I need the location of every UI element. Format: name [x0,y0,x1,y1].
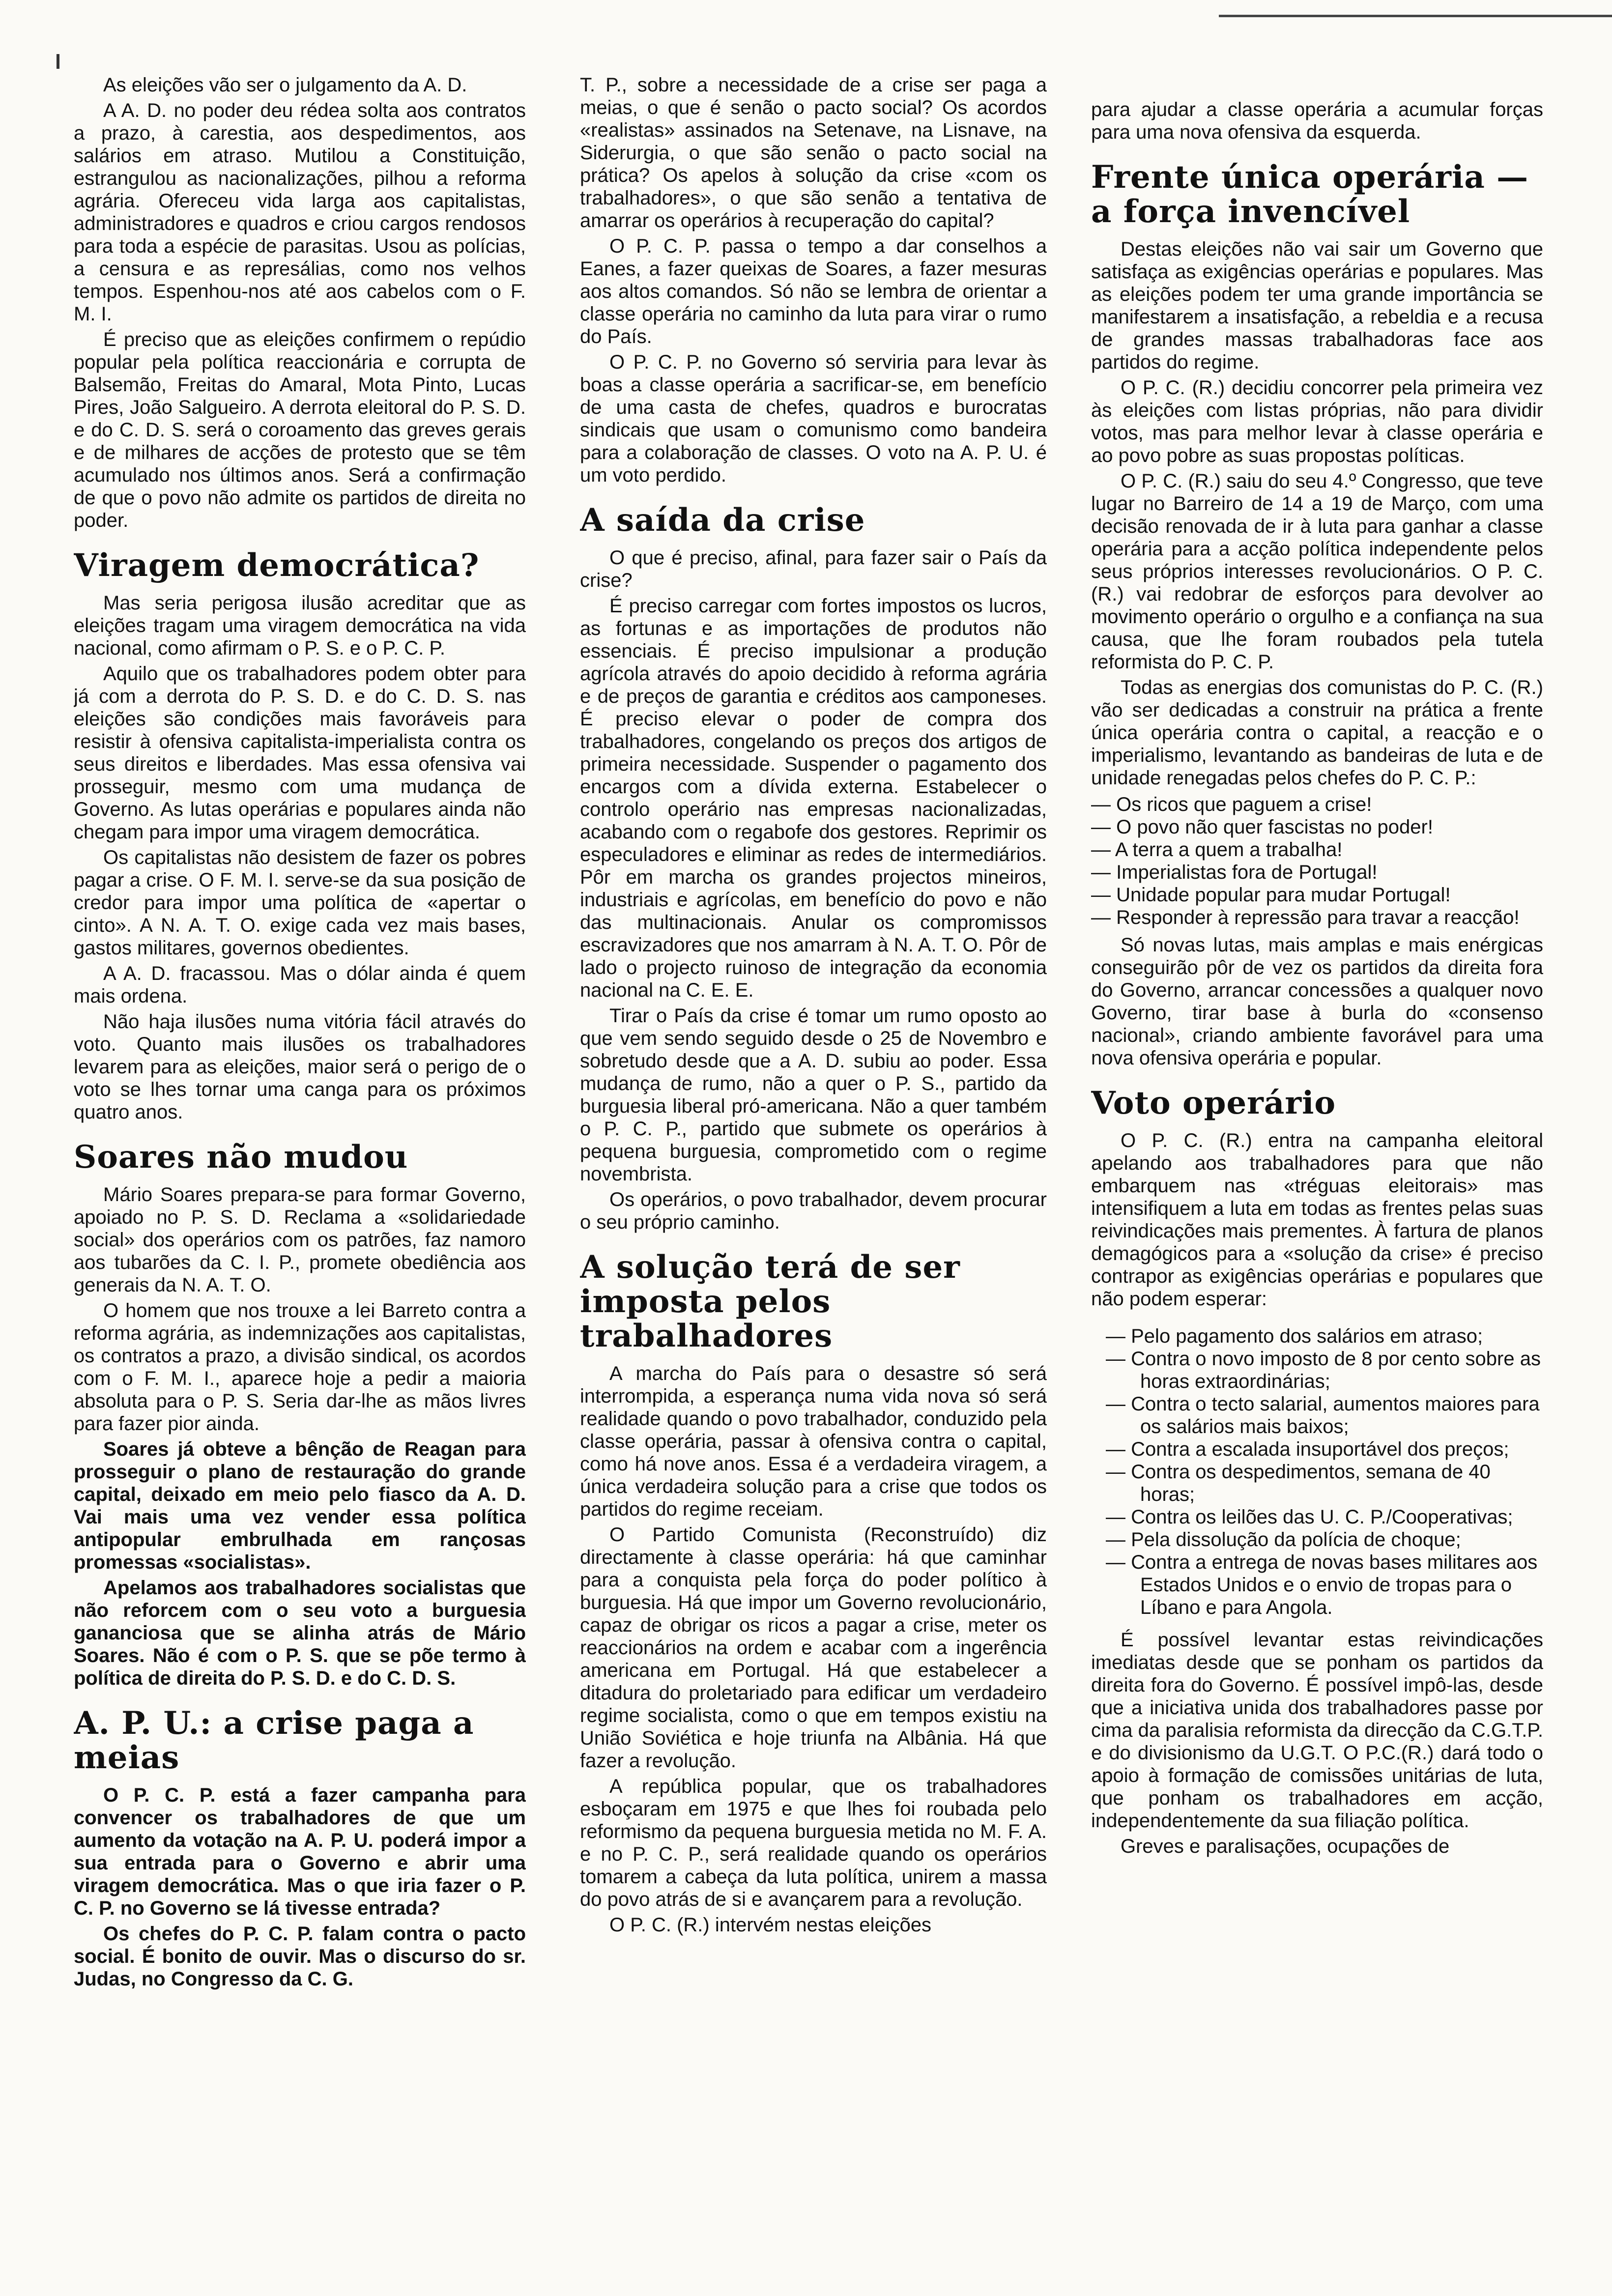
paragraph: Tirar o País da crise é tomar um rumo oposto ao que vem sendo seguido desde o 25 de Novembro e sobretudo desde que a A. D. subiu ao poder. Essa mudança de rumo, não a quer o P. S., partido da burguesia liberal pró-americana. Não a quer também o P. C. P., partido que submete os operários à pequena burguesia, comprometido com o regime novembrista. [580,1005,1047,1185]
headline-apu: A. P. U.: a crise paga a meias [74,1705,474,1776]
headline-voto: Voto operário [1091,1085,1336,1121]
paragraph: O P. C. (R.) intervém nestas eleições [609,1914,932,1936]
list-item: — Responder à repressão para travar a reacção! [1091,906,1543,929]
paragraph: Todas as energias dos comunistas do P. C. (R.) vão ser dedicadas a construir na prática a frente única operária contra o capital, a reacção e o imperialismo, levantando as bandeiras de luta e de unidade renegadas pelos chefes do P. C. P.: [1091,677,1543,789]
demand-list [1091,1325,1543,1619]
list-item: — Contra a entrega de novas bases militares aos Estados Unidos e o envio de tropas para o Líbano e para Angola. [1106,1551,1543,1619]
column-3 [1091,98,1543,2276]
paragraph: T. P., sobre a necessidade de a crise ser paga a meias, o que é senão o pacto social? Os acordos «realistas» assinados na Setenave, na Lisnave, na Siderurgia, o que são senão o pacto social na prática? Os apelos à solução da crise «com os trabalhadores», o que são senão a tentativa de amarrar os operários à recuperação do capital? [580,74,1047,231]
column-1 [74,74,526,2276]
paragraph: Mário Soares prepara-se para formar Governo, apoiado no P. S. D. Reclama a «solidariedade social» dos operários com os patrões, faz namoro aos tubarões da C. I. P., promete obediência aos generais da N. A. T. O. [74,1184,526,1296]
headline-solucao: A solução terá de ser imposta pelos trabalhadores [580,1249,960,1354]
paragraph: O P. C. P. no Governo só serviria para levar às boas a classe operária a sacrificar-se, em benefício de uma casta de chefes, quadros e burocratas sindicais que usam o comunismo como bandeira para a colaboração de classes. O voto na A. P. U. é um voto perdido. [580,351,1047,486]
paragraph: Apelamos aos trabalhadores socialistas que não reforcem com o seu voto a burguesia gananciosa que se alinha atrás de Mário Soares. Não é com o P. S. que se põe termo à política de direita do P. S. D. e do C. D. S. [74,1577,526,1689]
list-item: — O povo não quer fascistas no poder! [1091,816,1543,838]
paragraph: O P. C. P. está a fazer campanha para convencer os trabalhadores de que um aumento da votação na A. P. U. poderá impor a sua entrada para o Governo e abrir uma viragem democrática. Mas o que iria fazer o P. C. P. no Governo se lá tivesse entrada? [74,1784,526,1919]
paragraph: para ajudar a classe operária a acumular forças para uma nova ofensiva da esquerda. [1091,99,1543,143]
list-item: — Contra os leilões das U. C. P./Cooperativas; [1106,1506,1543,1528]
list-item: — Pelo pagamento dos salários em atraso; [1106,1325,1543,1348]
paragraph: A república popular, que os trabalhadores esboçaram em 1975 e que lhes foi roubada pelo reformismo da pequena burguesia metida no M. F. A. e no P. C. P., será realidade quando os operários tomarem a cabeça da luta política, unirem a massa do povo atrás de si e avançarem para a revolução. [580,1776,1047,1910]
paragraph: Aquilo que os trabalhadores podem obter para já com a derrota do P. S. D. e do C. D. S. nas eleições são condições mais favoráveis para resistir à ofensiva capitalista-imperialista contra os seus direitos e liberdades. Mas essa ofensiva vai prosseguir, mesmo com uma mudança de Governo. As lutas operárias e populares ainda não chegam para impor uma viragem democrática. [74,663,526,843]
column-2 [580,74,1047,2276]
paragraph: O homem que nos trouxe a lei Barreto contra a reforma agrária, as indemnizações aos capitalistas, os contratos a prazo, a divisão sindical, os acordos com o F. M. I., aparece hoje a pedir a maioria absoluta para o P. S. Seria dar-lhe as mãos livres para fazer pior ainda. [74,1300,526,1435]
paragraph: A marcha do País para o desastre só será interrompida, a esperança numa vida nova só será realidade quando o povo trabalhador, conduzido pela classe operária, passar à ofensiva contra o capital, como há nove anos. Essa é a verdadeira viragem, a única verdadeira solução para a crise que todos os partidos do regime receiam. [580,1363,1047,1520]
headline-soares: Soares não mudou [74,1139,408,1176]
list-item: — Contra a escalada insuportável dos preços; [1106,1438,1543,1461]
paragraph: Não haja ilusões numa vitória fácil através do voto. Quanto mais ilusões os trabalhadores levarem para as eleições, maior será o perigo de o voto se lhes tornar uma canga para os próximos quatro anos. [74,1011,526,1123]
paragraph: Mas seria perigosa ilusão acreditar que as eleições tragam uma viragem democrática na vida nacional, como afirmam o P. S. e o P. C. P. [74,592,526,659]
list-item: — Os ricos que paguem a crise! [1091,793,1543,816]
paragraph: A A. D. no poder deu rédea solta aos contratos a prazo, à carestia, aos despedimentos, aos salários em atraso. Mutilou a Constituição, estrangulou as nacionalizações, pilhou a reforma agrária. Ofereceu vida larga aos capitalistas, administradores e quadros e criou cargos rendosos para toda a espécie de parasitas. Usou as polícias, a censura e as represálias, como nos velhos tempos. Espenhou-nos até aos cabelos com o F. M. I. [74,100,526,325]
paragraph: O Partido Comunista (Reconstruído) diz directamente à classe operária: há que caminhar para a conquista pela força do poder político à burguesia. Há que impor um Governo revolucionário, capaz de obrigar os ricos a pagar a crise, meter os reaccionários na ordem e acabar com a ingerência americana em Portugal. Há que estabelecer a ditadura do proletariado para edificar um verdadeiro regime socialista, como o que em tempos existiu na União Soviética e hoje triunfa na Albânia. Há que fazer a revolução. [580,1524,1047,1772]
paragraph: A A. D. fracassou. Mas o dólar ainda é quem mais ordena. [74,963,526,1007]
headline-frente: Frente única operária — a força invencível [1091,159,1529,230]
paragraph: Os capitalistas não desistem de fazer os pobres pagar a crise. O F. M. I. serve-se da sua posição de credor para impor uma política de «apertar o cinto». A N. A. T. O. exige cada vez mais bases, gastos militares, governos obedientes. [74,847,526,959]
paragraph: O que é preciso, afinal, para fazer sair o País da crise? [580,547,1047,591]
paragraph: Só novas lutas, mais amplas e mais enérgicas conseguirão pôr de vez os partidos da direita fora do Governo, arrancar concessões a qualquer novo Governo, tirar base à burla do «consenso nacional», criando ambiente favorável para uma nova ofensiva operária e popular. [1091,934,1543,1069]
paragraph: Os chefes do P. C. P. falam contra o pacto social. É bonito de ouvir. Mas o discurso do sr. Judas, no Congresso da C. G. [74,1923,526,1990]
list-item: — Contra os despedimentos, semana de 40 horas; [1106,1461,1543,1506]
paragraph: É preciso que as eleições confirmem o repúdio popular pela política reaccionária e corrupta de Balsemão, Freitas do Amaral, Mota Pinto, Lucas Pires, João Salgueiro. A derrota eleitoral do P. S. D. e do C. D. S. será o coroamento das greves gerais e de milhares de acções de protesto que se têm acumulado nos últimos anos. Será a confirmação de que o povo não admite os partidos de direita no poder. [74,329,526,531]
list-item: — Pela dissolução da polícia de choque; [1106,1528,1543,1551]
list-item: — Contra o novo imposto de 8 por cento sobre as horas extraordinárias; [1106,1348,1543,1393]
paragraph: Os operários, o povo trabalhador, devem procurar o seu próprio caminho. [580,1189,1047,1233]
paragraph: O P. C. (R.) decidiu concorrer pela primeira vez às eleições com listas próprias, não para dividir votos, mas para melhor levar à classe operária e ao povo pobre as suas propostas políticas. [1091,377,1543,466]
paragraph: O P. C. P. passa o tempo a dar conselhos a Eanes, a fazer queixas de Soares, a fazer mesuras aos altos comandos. Só não se lembra de orientar a classe operária no caminho da luta para virar o rumo do País. [580,235,1047,347]
slogan-list [1091,793,1543,929]
list-item: — Imperialistas fora de Portugal! [1091,861,1543,884]
paragraph: Destas eleições não vai sair um Governo que satisfaça as exigências operárias e populares. Mas as eleições podem ter uma grande importância se manifestarem a insatisfação, a rebeldia e a recusa de grandes massas trabalhadoras face aos partidos do regime. [1091,238,1543,373]
list-item: — A terra a quem a trabalha! [1091,838,1543,861]
paragraph: É preciso carregar com fortes impostos os lucros, as fortunas e as importações de produtos não essenciais. É preciso impulsionar a produção agrícola através do apoio decidido à reforma agrária e de preços de garantia e créditos aos camponeses. É preciso elevar o poder de compra dos trabalhadores, congelando os preços dos artigos de primeira necessidade. Suspender o pagamento dos encargos com a dívida externa. Estabelecer o controlo operário nas empresas nacionalizadas, acabando com o regabofe dos gestores. Reprimir os especuladores e eliminar as redes de intermediários. Pôr em marcha os grandes projectos mineiros, industriais e agrícolas, em benefício do povo e não das multinacionais. Anular os compromissos escravizadores que nos amarram à N. A. T. O. Pôr de lado o projecto ruinoso de integração da economia nacional na C. E. E. [580,595,1047,1001]
paragraph: O P. C. (R.) entra na campanha eleitoral apelando aos trabalhadores para que não embarquem nas «tréguas eleitorais» mas intensifiquem a luta em todas as frentes pelas suas reivindicações mais prementes. À fartura de planos demagógicos para a «solução da crise» é preciso contrapor as exigências operárias e populares que não podem esperar: [1091,1130,1543,1310]
paragraph: Soares já obteve a bênção de Reagan para prosseguir o plano de restauração do grande capital, deixado em meio pelo fiasco da A. D. Vai mais uma vez vender essa política antipopular embrulhada em rançosas promessas «socialistas». [74,1438,526,1573]
list-item: — Unidade popular para mudar Portugal! [1091,884,1543,906]
headline-viragem: Viragem democrática? [74,547,480,584]
top-rule [1219,15,1612,17]
edge-mark [57,54,59,69]
paragraph: O P. C. (R.) saiu do seu 4.º Congresso, que teve lugar no Barreiro de 14 a 19 de Março, com uma decisão renovada de ir à luta para ganhar a classe operária para a acção política independente pelos seus próprios interesses revolucionários. O P. C. (R.) vai redobrar de esforços para devolver ao movimento operário o orgulho e a confiança na sua causa, que lhe foram roubados pela tutela reformista do P. C. P. [1091,470,1543,673]
paragraph: É possível levantar estas reivindicações imediatas desde que se ponham os partidos da direita fora do Governo. É possível impô-las, desde que a iniciativa unida dos trabalhadores passe por cima da paralisia reformista da direcção da C.G.T.P. e do divisionismo da U.G.T. O P.C.(R.) dará todo o apoio à formação de comissões unitárias de luta, que ponham os trabalhadores em acção, independentemente da sua filiação política. [1091,1629,1543,1832]
list-item: — Contra o tecto salarial, aumentos maiores para os salários mais baixos; [1106,1393,1543,1438]
paragraph: Greves e paralisações, ocupações de [1121,1836,1450,1857]
paragraph: As eleições vão ser o julgamento da A. D. [103,74,467,96]
headline-saida: A saída da crise [580,502,865,539]
